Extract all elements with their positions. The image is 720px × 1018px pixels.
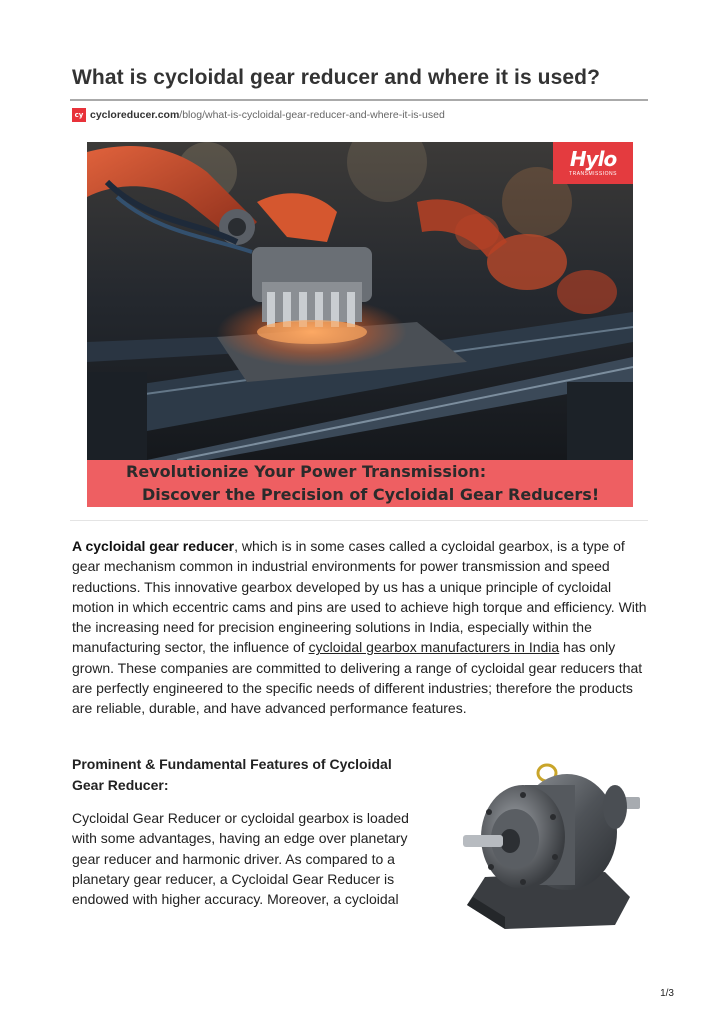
banner-line-1: Revolutionize Your Power Transmission: (126, 462, 487, 481)
intro-text-1: , which is in some cases called a cycloidal gearbox, is a type of gear mechanism common in industrial environments for power transmission and speed reductions. This innovative gearbox developed by us has a unique principle of cycloidal motion in which eccentric cams and pins are used to achieve high torque and efficiency. With the increasing need for precision engineering solutions in India, especially within the manufacturing sector, the influence of (72, 538, 647, 656)
hero-banner (87, 460, 633, 507)
source-domain[interactable]: cycloreducer.com (90, 109, 180, 121)
logo-subtext: TRANSMISSIONS (569, 171, 617, 177)
banner-line-2: Discover the Precision of Cycloidal Gear Reducers! (142, 485, 600, 504)
cycloidal-gear-reducer-image (455, 757, 645, 932)
intro-paragraph (72, 536, 652, 719)
section-divider (70, 520, 648, 521)
intro-bold-lead: A cycloidal gear reducer (72, 538, 235, 554)
brand-logo (553, 142, 633, 184)
page-number: 1/3 (660, 988, 674, 999)
factory-robot-illustration (87, 142, 633, 460)
logo-text: Hylo (569, 147, 617, 171)
source-line (72, 107, 445, 123)
site-favicon-icon: cy (72, 108, 86, 122)
source-path[interactable]: /blog/what-is-cycloidal-gear-reducer-and-where-it-is-used (179, 109, 445, 121)
hero-image (87, 142, 633, 507)
title-divider (70, 99, 648, 101)
page-title: What is cycloidal gear reducer and where it is used? (72, 66, 601, 89)
features-paragraph: Cycloidal Gear Reducer or cycloidal gearbox is loaded with some advantages, having an edge over planetary gear reducer and harmonic driver. As compared to a planetary gear reducer, a Cycloidal Gear Reducer is endowed with higher accuracy. Moreover, a cycloidal (72, 810, 409, 908)
features-heading: Prominent & Fundamental Features of Cycloidal Gear Reducer: (72, 756, 392, 793)
manufacturers-link[interactable]: cycloidal gearbox manufacturers in India (308, 639, 560, 656)
intro-text-2: has only grown. These companies are committed to delivering a range of cycloidal gear reducers that are perfectly engineered to the specific needs of different industries; therefore the products are reliable, durable, and have advanced performance features. (72, 639, 643, 717)
